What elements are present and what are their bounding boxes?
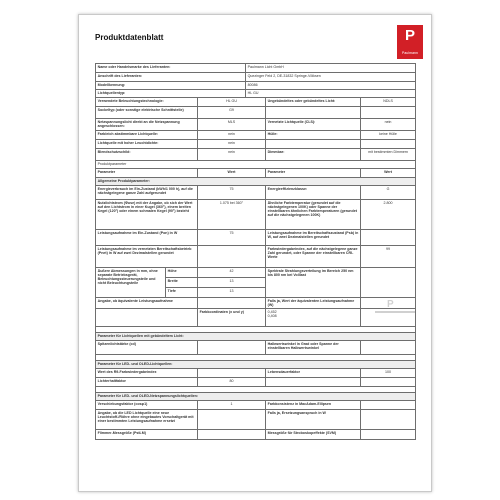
label-cell: Blendschutzschild: [96, 149, 198, 161]
paulmann-logo [397, 25, 423, 59]
empty-cell [96, 309, 198, 327]
table-row [96, 369, 416, 378]
value-cell: Quezinger Feld 2, DE-31832 Springe-Völksen [246, 73, 416, 82]
table-row [96, 393, 416, 401]
table-row [96, 401, 416, 410]
value-cell: nein [198, 140, 266, 149]
label-cell: Energieverbrauch im Ein-Zustand (kWh/1 000 h), auf die nächstgelegene ganze Zahl aufgerundet [96, 186, 198, 200]
value-cell [361, 230, 416, 246]
value-cell [198, 430, 266, 440]
label-cell: Äußere Abmessungen in mm, ohne separate Betriebsgerät, Beleuchtungssteuerungsteile und nicht Beleuchtungsteile [96, 268, 166, 298]
table-row [96, 119, 416, 131]
label-cell: Flimmer-Messgröße (PstLM) [96, 430, 198, 440]
value-cell: nein [198, 131, 266, 140]
dimension-label: Höhe [166, 268, 198, 278]
value-cell [198, 369, 266, 378]
datasheet-page [78, 14, 432, 492]
label-cell: Angabe, ob die LED Lichtquelle eine neue Leuchtstoff-/Röhre ohne eingebautes Vorschaltgerät mit einer bestimmten Leistungsaufnahme ersetzt [96, 410, 198, 430]
value-cell: G [361, 186, 416, 200]
label-cell: Nutzlichtstrom (Φuse) mit der Angabe, ob sich der Wert auf den Lichtstrom in einer Kugel (360°), einem breiten Kegel (120°) oder einem schmalen Kegel (90°) bezieht [96, 200, 198, 230]
logo-letter: P [404, 27, 415, 44]
value-cell: MLS [198, 119, 266, 131]
label-cell: Modellkennung: [96, 82, 246, 90]
coordinate-x: 0,452 [267, 309, 277, 314]
empty-cell [361, 140, 416, 149]
label-cell: Messgröße für Stroboskopeffekte (SVM) [266, 430, 361, 440]
value-cell [361, 341, 416, 355]
label-cell: Ähnliche Farbtemperatur (gerundet auf die nächstgelegenen 100K) oder Spanne der einstellbaren ähnlichen Farbtemperaturen (gerundet auf die nächstgelegenen 100K) [266, 200, 361, 230]
label-cell: Leistungsaufnahme im Bereitschaftszustand (Psb) in W, auf zwei Dezimalstellen gerundet [266, 230, 361, 246]
value-cell: 2.800 [361, 200, 416, 230]
table-row [96, 200, 416, 230]
table-row [96, 378, 416, 387]
table-row [96, 230, 416, 246]
label-cell: Hülle: [266, 131, 361, 140]
value-cell [266, 309, 361, 327]
label-cell: Farbleich abstimmbare Lichtquelle: [96, 131, 198, 140]
value-cell: 1.075 bei 360° [198, 200, 266, 230]
value-cell [198, 341, 266, 355]
label-cell: Farbkoordinaten (x und y) [198, 309, 266, 327]
section-header: Parameter für Lichtquellen mit gebündeltem Licht: [96, 333, 416, 341]
value-cell [198, 410, 266, 430]
column-header: Parameter [266, 169, 361, 178]
label-cell: Halbwertswinkel in Grad oder Spanne der einstellbaren Halbwertswinkel [266, 341, 361, 355]
label-cell: Ungebündeltes oder gebündeltes Licht: [266, 98, 361, 107]
table-row [96, 186, 416, 200]
value-cell: HL GU [198, 98, 266, 107]
value-cell [361, 410, 416, 430]
label-cell: Lebensdauerfaktor [266, 369, 361, 378]
label-cell: Lichterhaltfaktor [96, 378, 198, 387]
value-cell: 100 [361, 369, 416, 378]
section-header: Parameter für LED- und OLED-Lichtquellen: [96, 361, 416, 369]
watermark-letter: P [387, 299, 394, 310]
value-cell: 75 [198, 230, 266, 246]
table-row [96, 309, 416, 327]
value-cell: nein [361, 119, 416, 131]
section-header: Allgemeine Produktparameter: [96, 178, 416, 186]
value-cell [361, 401, 416, 410]
table-row [96, 161, 416, 169]
dimension-label: Breite [166, 278, 198, 288]
value-cell: 1 [198, 401, 266, 410]
value-cell: keine Hülle [361, 131, 416, 140]
table-row [96, 107, 416, 119]
label-cell: Falls ja, Ersetzungsanspruch in W [266, 410, 361, 430]
value-cell: nein [198, 149, 266, 161]
label-cell: Energieeffizienzklasse: [266, 186, 361, 200]
section-label: Produktparameter [96, 161, 416, 169]
label-cell: Vernetzte Lichtquelle (CLS): [266, 119, 361, 131]
coordinate-y: 0,408 [267, 314, 277, 318]
table-row [96, 430, 416, 440]
label-cell: Netzspannungslicht direkt an die Netzspannung angeschlossen: [96, 119, 198, 131]
table-row [96, 246, 416, 268]
value-cell: 80 [198, 378, 266, 387]
table-row [96, 268, 416, 278]
section-header: Parameter für LED- und OLED-Netzspannungslichtquellen: [96, 393, 416, 401]
column-header: Wert [198, 169, 266, 178]
table-row [96, 73, 416, 82]
value-cell: 99 [361, 246, 416, 268]
label-cell: Name oder Handelsmarke des Lieferanten: [96, 64, 246, 73]
label-cell: Leistungsaufnahme im Ein-Zustand (Pon) in W [96, 230, 198, 246]
label-cell: Verwendete Beleuchtungstechnologie: [96, 98, 198, 107]
label-cell: Spektrale Strahlungsverteilung im Bereich 250 nm bis 800 nm bei Volllast [266, 268, 361, 298]
empty-cell [266, 378, 361, 387]
value-cell [198, 246, 266, 268]
value-cell: 75 [198, 186, 266, 200]
value-cell: Paulmann Licht GmbH [246, 64, 416, 73]
label-cell: Lichtquellentyp: [96, 90, 246, 98]
table-row [96, 410, 416, 430]
label-cell: Farbkonsistenz in MacAdam-Ellipsen [266, 401, 361, 410]
table-row [96, 298, 416, 309]
label-cell: Sockeltyp (oder sonstige elektrische Schnittstelle) [96, 107, 198, 119]
table-row [96, 149, 416, 161]
empty-cell [361, 107, 416, 119]
value-cell [198, 298, 266, 309]
table-row [96, 178, 416, 186]
value-cell: NDLS [361, 98, 416, 107]
label-cell: Falls ja, Wert der äquivalenten Leistungsaufnahme (W) [266, 298, 361, 309]
label-cell: Wert des R9-Farbwiedergabeindex [96, 369, 198, 378]
label-cell: Spitzenlichtstärke (cd) [96, 341, 198, 355]
watermark-underline [375, 311, 415, 313]
table-row [96, 169, 416, 178]
label-cell: Verschiebungsfaktor (cosφ1) [96, 401, 198, 410]
value-cell: 42 [198, 268, 266, 278]
table-row [96, 140, 416, 149]
value-cell: 80086 [246, 82, 416, 90]
logo-text: Paulmann [401, 51, 419, 55]
dimension-label: Tiefe [166, 288, 198, 298]
table-row [96, 333, 416, 341]
label-cell: Anschrift des Lieferanten: [96, 73, 246, 82]
value-cell: 13 [198, 288, 266, 298]
table-row [96, 131, 416, 140]
label-cell: Angabe, ob äquivalente Leistungsaufnahme [96, 298, 198, 309]
product-data-table [95, 63, 416, 440]
column-header: Wert [361, 169, 416, 178]
empty-cell [266, 140, 361, 149]
value-cell: mit bestimmten Dimmern [361, 149, 416, 161]
page-title: Produktdatenblatt [95, 33, 164, 42]
table-row [96, 98, 416, 107]
table-row [96, 90, 416, 98]
value-cell: 13 [198, 278, 266, 288]
empty-cell [361, 378, 416, 387]
table-row [96, 341, 416, 355]
label-cell: Leistungsaufnahme im vernetzten Bereitschaftsbetrieb (Pnet) in W auf zwei Dezimalstellen gerundet [96, 246, 198, 268]
column-header: Parameter [96, 169, 198, 178]
table-row [96, 82, 416, 90]
value-cell [361, 268, 416, 298]
value-cell: HL GU [246, 90, 416, 98]
label-cell: Dimmbar: [266, 149, 361, 161]
table-row [96, 361, 416, 369]
watermark-logo [375, 301, 415, 315]
label-cell: Lichtquelle mit hoher Leuchtdichte: [96, 140, 198, 149]
table-row [96, 64, 416, 73]
empty-cell [266, 107, 361, 119]
value-cell: G9 [198, 107, 266, 119]
value-cell [361, 430, 416, 440]
label-cell: Farbwiedergabeindex, auf die nächstgelegene ganze Zahl gerundet, oder Spanne der einstellbaren CRI-Werte [266, 246, 361, 268]
